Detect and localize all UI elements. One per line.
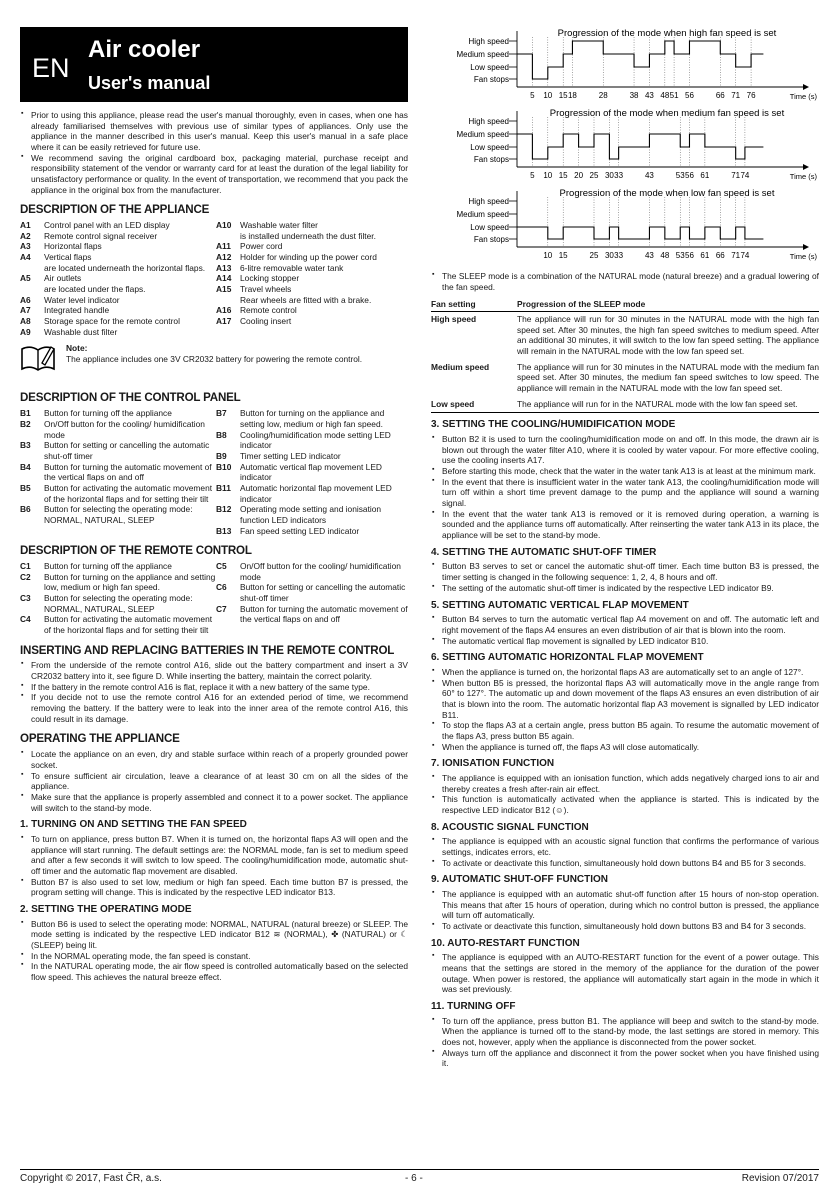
item-row [216,252,408,263]
level-label: Low speed [470,63,509,72]
s8-heading: 8. ACOUSTIC SIGNAL FUNCTION [431,821,589,833]
note-title: Note: [66,343,88,354]
item-code: C4 [20,614,31,625]
fan-mode-chart [431,107,819,185]
time-tick-label: 56 [685,171,694,180]
diagram-title: Progression of the mode when low fan speed is set [559,188,775,199]
item-code [20,263,44,274]
item-code: A10 [216,220,232,231]
list-item: ▪ This function is automatically activated when the appliance is started. This is indicated by the respective LED indicator B12 (☺). [431,794,819,815]
fan-mode-chart [431,187,819,265]
time-tick-label: 43 [644,171,654,180]
item-description: Button for turning on the appliance and setting low, medium or high fan speed. [240,408,385,429]
list-item: ▪ In the event that the water tank A13 is removed or it is removed during operation, a warning is sounded and the appliance turns off automatically. After reinserting the water tank A13 in its place, the appliance will be set to the stand-by mode. [431,509,819,541]
item-row [216,241,408,252]
item-description: Timer setting LED indicator [240,450,341,461]
sleep-table-header-setting: Fan setting [431,298,517,311]
time-tick-label: 66 [715,91,725,100]
list-item: ▪ Button B3 serves to set or cancel the automatic shut-off timer. Each time button B3 is pressed, the timer setting is changed in the following sequence: 1, 2, 4, 8 hours and off. [431,561,819,582]
level-label: Fan stops [473,155,509,164]
level-label: Medium speed [456,50,509,59]
item-description: On/Off button for the cooling/ humidification mode [44,418,205,440]
fan-speed-line [517,134,763,159]
x-axis-arrow [803,164,809,170]
item-description: Button for turning off the appliance [44,408,172,419]
item-code: B13 [216,525,232,536]
item-code: C2 [20,571,31,582]
sleep-table-row [431,360,819,397]
s2-heading: 2. SETTING THE OPERATING MODE [20,903,192,915]
panel-items-right [216,408,408,536]
item-description: Button for activating the automatic movement of the horizontal flaps and for setting their tilt [44,614,213,636]
list-item: ▪ If the battery in the remote control A16 is flat, replace it with a new battery of the same type. [20,682,408,693]
item-description: Cooling insert [240,316,292,327]
sleep-progression: The appliance will run for 30 minutes in the NATURAL mode with the high fan speed set. After 30 minutes, the high fan speed switches to medium speed. After an additional 30 minutes, it will switch to the low fan speed setting. The appliance will remain in the NATURAL mode with the low fan speed set. [517,314,819,357]
time-tick-label: 10 [543,91,553,100]
item-code: C1 [20,560,31,571]
item-row [216,582,408,603]
item-code: A3 [20,241,31,252]
item-description: Vertical flaps [44,252,92,263]
item-code: B10 [216,461,232,472]
document-subtitle: User's manual [88,73,211,93]
sleep-progression: The appliance will run for in the NATURAL mode with the low fan speed set. [517,397,819,413]
item-row [216,220,408,231]
list-item: ▪ In the NORMAL operating mode, the fan speed is constant. [20,951,408,962]
note-box [20,343,408,373]
item-row [20,263,216,274]
item-description: Washable water filter [240,220,318,231]
time-tick-label: 38 [629,91,639,100]
sleep-fan-setting: High speed [431,314,477,325]
list-item: ▪ To activate or deactivate this function, simultaneously hold down buttons B3 and B4 for 3 seconds. [431,921,819,932]
s9-heading: 9. AUTOMATIC SHUT-OFF FUNCTION [431,874,609,886]
time-tick-label: 61 [700,251,710,260]
sleep-intro [431,271,819,292]
item-code: B2 [20,418,31,429]
fan-mode-diagram [431,27,819,105]
item-description: Water level indicator [44,294,120,305]
list-item: ▪ Locate the appliance on an even, dry and stable surface within reach of a properly grounded power socket. [20,749,408,770]
item-code: A14 [216,273,232,284]
time-tick-label: 71 [731,91,741,100]
item-description: Button for turning on the appliance and setting low, medium or high fan speed. [44,571,216,593]
item-code: C5 [216,560,227,571]
s7-heading: 7. IONISATION FUNCTION [431,758,555,770]
item-description: Remote control signal receiver [44,230,158,241]
item-code: A7 [20,305,31,316]
title-banner [20,27,408,102]
list-item: ▪ When button B5 is pressed, the horizontal flaps A3 will automatically move in the angle range from 60° to 127°. The automatic up and down movement of the flaps A3 ensures an even distribution of air that is blown into the room. The automatic horizontal flap A3 movement is signalled by LED indicator B11. [431,678,819,721]
item-description: Operating mode setting and ionisation function LED indicators [240,504,382,525]
s4-list [431,561,819,593]
item-row [20,220,216,231]
item-row [20,572,216,593]
item-code: B3 [20,440,31,451]
time-axis-label: Time (s) [789,92,817,101]
item-code: A5 [20,273,31,284]
item-row [216,263,408,274]
item-row [216,316,408,327]
item-row [20,231,216,242]
list-item: ▪ To activate or deactivate this function, simultaneously hold down buttons B4 and B5 for 3 seconds. [431,858,819,869]
item-code: C6 [216,582,227,593]
sleep-table-row [431,397,819,413]
item-description: Fan speed setting LED indicator [240,525,360,536]
item-description: Button for turning off the appliance [44,560,172,571]
footer-revision: Revision 07/2017 [741,1173,819,1184]
time-tick-label: 51 [669,91,679,100]
level-label: High speed [468,37,509,46]
time-tick-label: 76 [746,91,756,100]
item-row [216,462,408,483]
item-row [216,430,408,451]
note-text: The appliance includes one 3V CR2032 battery for powering the remote control. [66,354,363,365]
list-item: ▪ Before starting this mode, check that the water in the water tank A13 is at least at the minimum mark. [431,466,819,477]
item-row [216,408,408,429]
remote-items-right [216,561,408,636]
item-code: A17 [216,316,232,327]
item-row [20,593,216,614]
left-column [20,27,408,983]
item-code: A15 [216,284,232,295]
time-tick-label: 74 [740,171,750,180]
list-item: ▪ The appliance is equipped with an automatic shut-off function after 15 hours of non-stop operation. This means that after 15 hours of operation, during which no control button is pressed, the appliance will turn off automatically. [431,889,819,921]
footer-page-number: - 6 - [405,1173,423,1184]
time-tick-label: 53 [675,251,685,260]
time-tick-label: 56 [685,91,694,100]
list-item: ▪ If you decide not to use the remote control A16 for an extended period of time, we recommend removing the battery. If the battery were to leak into the inner area of the remote control A16, this could result in its damage. [20,692,408,724]
fan-mode-chart [431,27,819,105]
level-label: High speed [468,197,509,206]
right-column [431,27,819,1069]
item-code: A12 [216,252,232,263]
remote-items [20,561,408,636]
list-item: ▪ When the appliance is turned off, the flaps A3 will close automatically. [431,742,819,753]
time-tick-label: 28 [598,91,608,100]
time-tick-label: 74 [740,251,750,260]
item-description: Travel wheels [240,284,292,295]
time-tick-label: 15 [558,91,568,100]
item-description: Button for activating the automatic movement of the horizontal flaps and for setting their tilt [44,482,213,504]
item-description: Button for selecting the operating mode: NORMAL, NATURAL, SLEEP [44,504,193,525]
item-row [20,241,216,252]
sleep-table [431,298,819,413]
item-code: B11 [216,482,231,493]
item-code: A11 [216,241,231,252]
item-row [216,561,408,582]
list-item: ▪ To stop the flaps A3 at a certain angle, press button B5 again. To resume the automatic movement of the flaps A3, press button B5 again. [431,720,819,741]
s2-list [20,919,408,983]
list-item: ▪ Button B6 is used to select the operating mode: NORMAL, NATURAL (natural breeze) or SLEEP. The mode setting is indicated by the respective LED indicator B12 ≋ (NORMAL), ✤ (NATURAL) or ☾ (SLEEP) being lit. [20,919,408,951]
item-description: Button for turning the automatic movement of the vertical flaps on and off [240,603,408,625]
item-description: Button for selecting the operating mode: NORMAL, NATURAL, SLEEP [44,593,193,614]
sleep-fan-setting: Low speed [431,397,517,413]
fan-mode-diagrams [431,27,819,265]
s1-heading: 1. TURNING ON AND SETTING THE FAN SPEED [20,819,247,831]
item-row [216,305,408,316]
item-code: A16 [216,305,232,316]
level-label: Fan stops [473,75,509,84]
s5-heading: 5. SETTING AUTOMATIC VERTICAL FLAP MOVEMENT [431,599,689,611]
item-code: B1 [20,408,31,419]
s11-heading: 11. TURNING OFF [431,1001,516,1013]
fan-mode-diagram [431,187,819,265]
item-row [20,614,216,635]
remote-items-left [20,561,216,636]
item-code: A13 [216,262,232,273]
sleep-intro-text: ▪ The SLEEP mode is a combination of the NATURAL mode (natural breeze) and a gradual lowering of the fan speed. [431,271,819,292]
time-tick-label: 10 [543,171,553,180]
s11-list [431,1016,819,1069]
item-row [20,504,216,525]
item-code [20,284,44,295]
item-row [20,252,216,263]
item-row [20,327,216,338]
intro-list [20,110,408,195]
x-axis-arrow [803,244,809,250]
list-item: ▪ Prior to using this appliance, please read the user's manual thoroughly, even in cases, when one has already familiarised themselves with previous use of similar types of appliances. Only use the appliance in the manner described in this user's manual. Keep this user's manual in a safe place where it can be easily retrieved for future use. [20,110,408,153]
item-description: Locking stopper [240,273,300,284]
s6-list [431,667,819,752]
list-item: ▪ In the NATURAL operating mode, the air flow speed is controlled automatically based on the selected flow speed. This achieves the natural breeze effect. [20,961,408,982]
remote-heading: DESCRIPTION OF THE REMOTE CONTROL [20,544,252,558]
item-description: Integrated handle [44,305,110,316]
appliance-parts-left [20,220,216,337]
s4-heading: 4. SETTING THE AUTOMATIC SHUT-OFF TIMER [431,546,657,558]
time-tick-label: 5 [530,91,535,100]
footer-copyright: Copyright © 2017, Fast ČR, a.s. [20,1173,162,1184]
time-tick-label: 43 [644,91,654,100]
list-item: ▪ The appliance is equipped with an AUTO-RESTART function for the event of a power outage. This means that the settings are stored in the memory of the appliance for the duration of the power outage. When power is restored, the appliance will automatically start again in the mode in which it was set previously. [431,952,819,995]
s10-heading: 10. AUTO-RESTART FUNCTION [431,937,580,949]
time-tick-label: 25 [589,171,599,180]
item-code: B12 [216,504,232,515]
s10-list [431,952,819,995]
item-description: Automatic horizontal flap movement LED indicator [240,482,392,504]
panel-items [20,408,408,536]
item-row [216,273,408,284]
item-description: Button for turning the automatic movement of the vertical flaps on and off [44,461,212,483]
item-row [20,284,216,295]
time-tick-label: 30 [604,251,614,260]
item-description: Cooling/humidification mode setting LED indicator [240,429,391,451]
item-description: are located under the flaps. [44,284,146,295]
sleep-fan-setting: Medium speed [431,361,490,372]
item-code [216,295,240,306]
batteries-heading: INSERTING AND REPLACING BATTERIES IN THE REMOTE CONTROL [20,643,395,657]
list-item: ▪ The setting of the automatic shut-off timer is indicated by the respective LED indicator B9. [431,583,819,594]
document-title: Air cooler [88,36,201,63]
level-label: Fan stops [473,235,509,244]
item-description: Holder for winding up the power cord [240,252,377,263]
list-item: ▪ The appliance is equipped with an ionisation function, which adds negatively charged ions to air and thereby creates a fresh after-rain air effect. [431,773,819,794]
s5-list [431,614,819,646]
item-code: A4 [20,252,31,263]
list-item: ▪ Always turn off the appliance and disconnect it from the power socket when you have finished using it. [431,1048,819,1069]
item-row [20,483,216,504]
time-tick-label: 53 [675,171,685,180]
item-row [216,483,408,504]
item-code: C7 [216,603,227,614]
item-row [20,462,216,483]
item-code: C3 [20,593,31,603]
appliance-parts [20,220,408,337]
time-tick-label: 71 [731,171,741,180]
list-item: ▪ Button B4 serves to turn the automatic vertical flap A4 movement on and off. The automatic left and right movement of the flaps A4 ensures an even distribution of air that is blown into the room. [431,614,819,635]
page-footer [20,1169,819,1184]
item-code: A6 [20,294,31,305]
time-tick-label: 30 [604,171,614,180]
time-tick-label: 5 [530,171,535,180]
item-row [20,561,216,572]
level-label: Low speed [470,143,509,152]
list-item: ▪ To turn on appliance, press button B7. When it is turned on, the horizontal flaps A3 will open and the appliance will start running. The default settings are: the NORMAL mode, fan is set to medium speed and after a few seconds it will switch to low speed. The cooling/humidification mode, automatic shut-off timer and the automatic flap movement are disabled. [20,834,408,877]
sleep-table-header-progression: Progression of the SLEEP mode [517,298,819,311]
time-tick-label: 25 [589,251,599,260]
item-row [216,451,408,462]
operating-list [20,749,408,813]
item-description: Control panel with an LED display [44,220,170,231]
s7-list [431,773,819,816]
item-row [216,604,408,625]
time-tick-label: 10 [543,251,553,260]
item-code: A2 [20,230,31,241]
item-description: is installed underneath the dust filter. [240,230,376,241]
fan-mode-diagram [431,107,819,185]
s1-list [20,834,408,898]
item-row [20,419,216,440]
panel-heading: DESCRIPTION OF THE CONTROL PANEL [20,391,241,405]
time-tick-label: 33 [614,251,624,260]
item-row [216,231,408,242]
list-item: ▪ From the underside of the remote control A16, slide out the battery compartment and insert a 3V CR2032 battery into it, see figure D. While inserting the battery, maintain the correct polarity. [20,660,408,681]
s3-heading: 3. SETTING THE COOLING/HUMIDIFICATION MODE [431,419,676,431]
list-item: ▪ The appliance is equipped with an acoustic signal function that confirms the performance of various settings, indicates errors, etc. [431,836,819,857]
time-axis-label: Time (s) [789,252,817,261]
list-item: ▪ When the appliance is turned on, the horizontal flaps A3 are automatically set to an angle of 127°. [431,667,819,678]
item-row [20,273,216,284]
item-description: On/Off button for the cooling/ humidification mode [240,560,401,582]
item-row [216,526,408,537]
s9-list [431,889,819,932]
item-row [20,316,216,327]
time-tick-label: 66 [715,251,725,260]
item-row [216,295,408,306]
item-description: Automatic vertical flap movement LED indicator [240,461,382,483]
panel-items-left [20,408,216,536]
fan-speed-line [517,227,763,239]
item-description: 6-litre removable water tank [240,262,344,273]
time-tick-label: 20 [574,171,584,180]
item-row [20,440,216,461]
item-code: A1 [20,220,31,231]
item-description: Rear wheels are fitted with a brake. [240,294,372,305]
time-tick-label: 56 [685,251,694,260]
appliance-parts-right [216,220,408,337]
time-tick-label: 48 [660,91,670,100]
time-tick-label: 33 [614,171,624,180]
item-code [216,231,240,242]
operating-heading: OPERATING THE APPLIANCE [20,732,180,746]
s6-heading: 6. SETTING AUTOMATIC HORIZONTAL FLAP MOVEMENT [431,652,704,664]
time-tick-label: 18 [567,91,577,100]
level-label: Medium speed [456,210,509,219]
item-row [20,305,216,316]
level-label: Medium speed [456,130,509,139]
item-row [20,408,216,419]
s3-list [431,434,819,541]
item-code: A9 [20,326,31,337]
time-tick-label: 61 [700,171,710,180]
sleep-progression: The appliance will run for 30 minutes in the NATURAL mode with the medium fan speed set. After 30 minutes, the medium fan speed switches to low speed. The appliance will remain in the NATURAL mode with the low fan speed set. [517,361,819,394]
x-axis-arrow [803,84,809,90]
list-item: ▪ To ensure sufficient air circulation, leave a clearance of at least 30 cm on all the sides of the appliance. [20,771,408,792]
item-description: Power cord [240,241,283,252]
time-tick-label: 15 [558,171,568,180]
item-description: Button for setting or cancelling the automatic shut-off timer [240,582,406,603]
time-tick-label: 15 [558,251,568,260]
list-item: ▪ We recommend saving the original cardboard box, packaging material, purchase receipt and responsibility statement of the vendor or warranty card for at least the duration of the legal liability for unsatisfactory performance or quality. In the event of transportation, we recommend that you pack the appliance in the original box from the manufacturer. [20,153,408,196]
book-note-icon [20,343,56,373]
list-item: ▪ In the event that there is insufficient water in the water tank A13, the cooling/humidification mode will turn off within a short time prevent damage to the pump and the appliance will sound a warning signal. [431,477,819,509]
item-code: B8 [216,429,227,440]
fan-speed-line [517,41,763,79]
item-row [216,504,408,525]
list-item: ▪ To turn off the appliance, press button B1. The appliance will beep and switch to the stand-by mode. When the appliance is turned off to the stand-by mode, the last settings are stored in memory. This does not, however, apply when the appliance is disconnected from the power socket. [431,1016,819,1048]
item-description: Air outlets [44,273,82,284]
item-code: A8 [20,316,31,327]
appliance-heading: DESCRIPTION OF THE APPLIANCE [20,203,210,217]
diagram-title: Progression of the mode when medium fan speed is set [549,108,785,119]
item-code: B9 [216,450,227,461]
item-description: are located underneath the horizontal flaps. [44,262,206,273]
s8-list [431,836,819,868]
time-tick-label: 48 [660,251,670,260]
language-code: EN [32,53,70,83]
item-row [216,284,408,295]
item-description: Button for setting or cancelling the automatic shut-off timer [44,440,210,461]
level-label: High speed [468,117,509,126]
time-tick-label: 71 [731,251,741,260]
diagram-title: Progression of the mode when high fan speed is set [557,28,777,39]
item-code: B6 [20,504,31,515]
time-tick-label: 43 [644,251,654,260]
list-item: ▪ Button B7 is also used to set low, medium or high fan speed. Each time button B7 is pressed, the program setting will change. This is indicated by the respective LED indicator B13. [20,877,408,898]
item-description: Horizontal flaps [44,241,102,252]
item-row [20,295,216,306]
batteries-list [20,660,408,724]
item-code: B4 [20,461,31,472]
level-label: Low speed [470,223,509,232]
item-description: Washable dust filter [44,326,118,337]
sleep-table-row [431,312,819,360]
list-item: ▪ Button B2 it is used to turn the cooling/humidification mode on and off. In this mode, the drawn air is blown out through the water filter A10, where it is cooled by water vapour. For more effective cooling, use the cooling inserts A17. [431,434,819,466]
time-axis-label: Time (s) [789,172,817,181]
item-code: B5 [20,482,31,493]
item-code: B7 [216,408,227,419]
item-description: Remote control [240,305,297,316]
item-description: Storage space for the remote control [44,316,180,327]
list-item: ▪ The automatic vertical flap movement is signalled by LED indicator B10. [431,636,819,647]
list-item: ▪ Make sure that the appliance is properly assembled and connect it to a power socket. The appliance will switch to the stand-by mode. [20,792,408,813]
